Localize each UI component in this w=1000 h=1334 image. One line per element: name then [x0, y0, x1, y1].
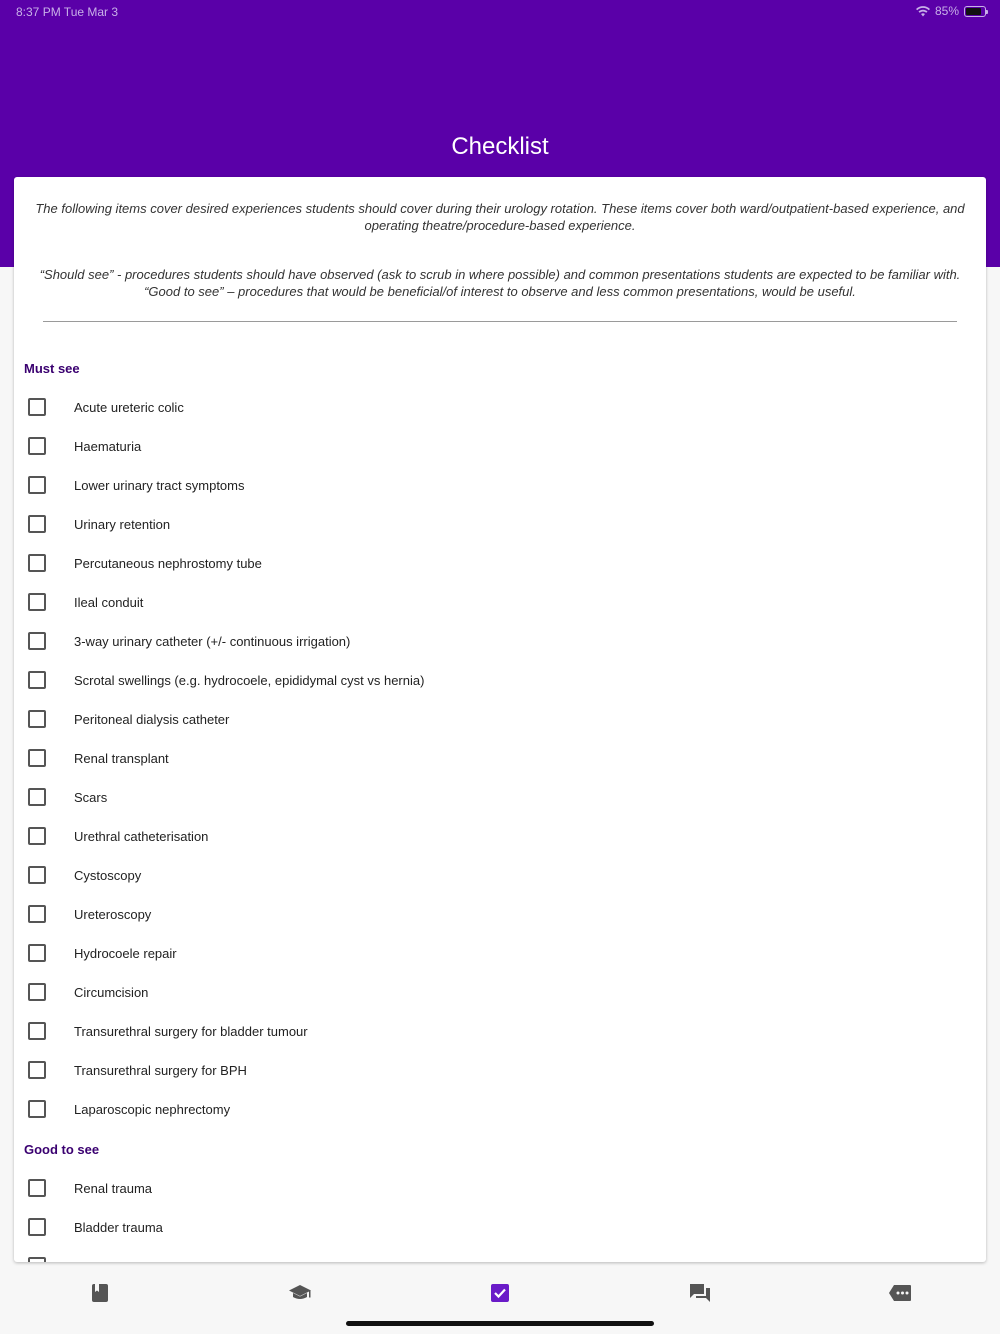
more-tag-icon [888, 1284, 912, 1302]
section-heading-must-see: Must see [24, 361, 80, 376]
item-label: Scrotal swellings (e.g. hydrocoele, epididymal cyst vs hernia) [74, 672, 425, 688]
intro-paragraph-2: “Should see” - procedures students should have observed (ask to scrub in where possible) and common presentations students are expected to be familiar with. “Good to see” – procedures that would be beneficial/of interest to observe and less common presentations, would be useful. [39, 267, 961, 299]
checkbox[interactable] [28, 593, 46, 611]
list-item[interactable] [28, 863, 141, 887]
list-item[interactable] [28, 668, 424, 692]
item-label: Ileal conduit [74, 594, 144, 610]
item-label: Cystoscopy [74, 867, 142, 883]
divider [43, 321, 957, 322]
item-label: Scars [74, 789, 108, 805]
item-label: Renal trauma [74, 1180, 153, 1196]
wifi-icon [916, 6, 930, 17]
checklist-card[interactable] [14, 177, 986, 1262]
checkbox[interactable] [28, 1061, 46, 1079]
item-label: Laparoscopic nephrectomy [74, 1101, 231, 1117]
intro-paragraph-1: The following items cover desired experiences students should cover during their urology rotation. These items cover both ward/outpatient-based experience, and operating theatre/procedure-based experience. [35, 201, 965, 233]
item-label: 3-way urinary catheter (+/- continuous irrigation) [74, 633, 351, 649]
status-right [916, 4, 986, 18]
item-label: Urethral catheterisation [74, 828, 209, 844]
item-label: Transurethral surgery for BPH [74, 1062, 247, 1078]
checkbox[interactable] [28, 515, 46, 533]
home-indicator [346, 1321, 654, 1326]
item-label: Renal transplant [74, 750, 169, 766]
status-bar [0, 0, 1000, 24]
list-item[interactable] [28, 746, 169, 770]
checkbox[interactable] [28, 983, 46, 1001]
tab-forum[interactable] [680, 1281, 720, 1305]
item-label: Ureteroscopy [74, 906, 152, 922]
checkbox[interactable] [28, 671, 46, 689]
tab-checklist[interactable] [480, 1281, 520, 1305]
list-item[interactable] [28, 395, 184, 419]
checkbox-checked-icon [490, 1283, 510, 1303]
tab-learning[interactable] [280, 1281, 320, 1305]
list-item[interactable] [28, 1215, 163, 1239]
section-heading-good-to-see: Good to see [24, 1142, 100, 1157]
checkbox[interactable] [28, 788, 46, 806]
checkbox[interactable] [28, 554, 46, 572]
checkbox[interactable] [28, 437, 46, 455]
item-label: Hydrocoele repair [74, 945, 177, 961]
graduation-cap-icon [288, 1284, 312, 1302]
item-label: Bladder trauma [74, 1219, 163, 1235]
list-item[interactable] [28, 785, 107, 809]
item-label: Circumcision [74, 984, 149, 1000]
status-time: 8:37 PM Tue Mar 3 [16, 5, 119, 19]
list-item[interactable] [28, 1097, 230, 1121]
list-item[interactable] [28, 434, 141, 458]
list-item[interactable] [28, 551, 262, 575]
item-label: Urinary retention [74, 516, 171, 532]
list-item-partial[interactable] [28, 1254, 46, 1262]
list-item[interactable] [28, 590, 143, 614]
book-icon [91, 1283, 109, 1303]
checkbox[interactable] [28, 749, 46, 767]
checkbox[interactable] [28, 944, 46, 962]
item-label: Haematuria [74, 438, 142, 454]
list-item[interactable] [28, 824, 208, 848]
item-label: Percutaneous nephrostomy tube [74, 555, 262, 571]
checkbox[interactable] [28, 1179, 46, 1197]
battery-icon [964, 6, 986, 17]
item-label: Transurethral surgery for bladder tumour [74, 1023, 308, 1039]
checkbox[interactable] [28, 476, 46, 494]
checkbox[interactable] [28, 866, 46, 884]
checkbox[interactable] [28, 398, 46, 416]
list-item[interactable] [28, 629, 350, 653]
item-label: Lower urinary tract symptoms [74, 477, 245, 493]
page-title: Checklist [451, 133, 549, 160]
checkbox[interactable] [28, 710, 46, 728]
battery-percent: 85% [934, 4, 959, 18]
list-item[interactable] [28, 941, 177, 965]
checkbox[interactable] [28, 827, 46, 845]
forum-chat-icon [689, 1283, 711, 1303]
item-label: Peritoneal dialysis catheter [74, 711, 230, 727]
checkbox[interactable] [28, 1257, 46, 1262]
checkbox[interactable] [28, 632, 46, 650]
checkbox[interactable] [28, 1218, 46, 1236]
list-item[interactable] [28, 512, 170, 536]
checkbox[interactable] [28, 1100, 46, 1118]
checkbox[interactable] [28, 905, 46, 923]
list-item[interactable] [28, 1176, 152, 1200]
tab-book[interactable] [80, 1281, 120, 1305]
checkbox[interactable] [28, 1022, 46, 1040]
tab-more[interactable] [880, 1281, 920, 1305]
list-item[interactable] [28, 473, 245, 497]
item-label: Acute ureteric colic [74, 399, 184, 415]
list-item[interactable] [28, 707, 229, 731]
list-item[interactable] [28, 902, 151, 926]
list-item[interactable] [28, 1019, 308, 1043]
list-item[interactable] [28, 980, 148, 1004]
list-item[interactable] [28, 1058, 247, 1082]
